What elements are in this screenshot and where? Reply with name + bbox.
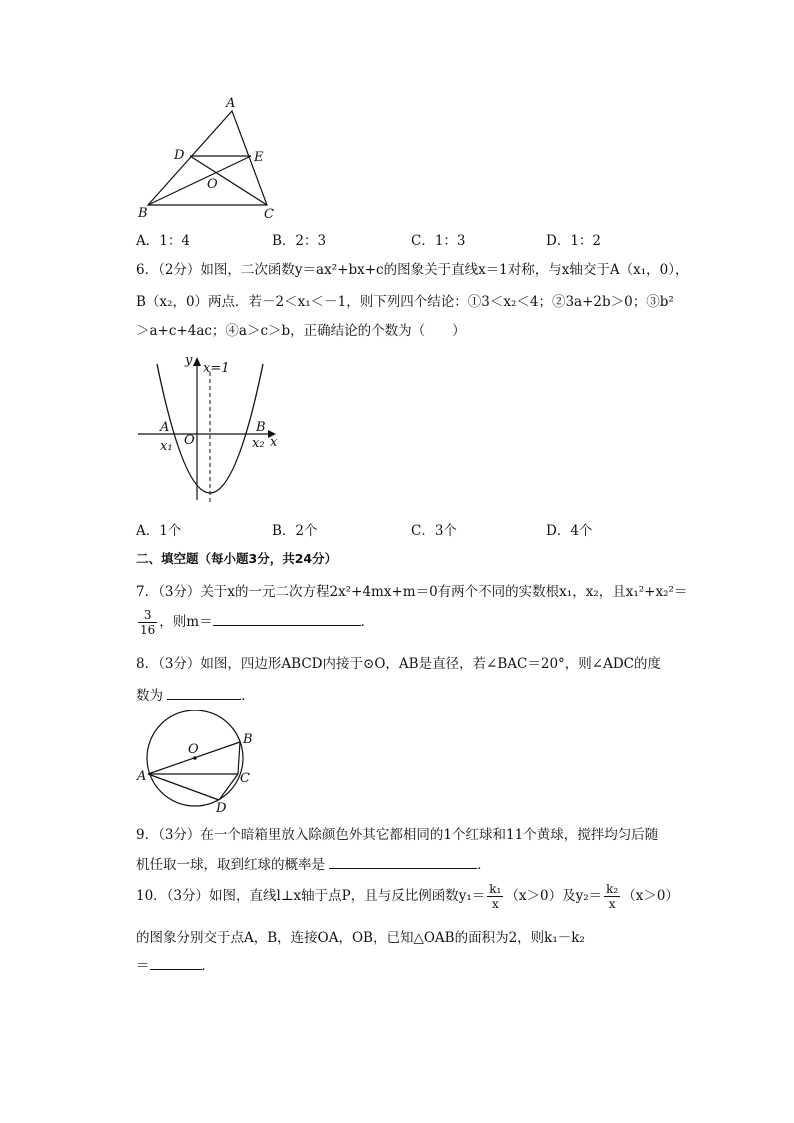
- section-heading: 二、填空题（每小题3分，共24分）: [136, 551, 338, 566]
- label-o: O: [184, 433, 195, 448]
- label-b: B: [138, 206, 148, 221]
- q7-fraction: [138, 608, 157, 637]
- label-o: O: [207, 177, 218, 192]
- q9-answer-blank: [329, 868, 477, 869]
- circle-figure: [130, 710, 270, 820]
- q7-end: ．: [360, 614, 375, 630]
- q10-end: ．: [201, 958, 215, 974]
- q9-line-2: [136, 855, 491, 875]
- q8-line-2: [136, 686, 255, 706]
- q10-fraction-1: [487, 882, 503, 911]
- label-a: A: [160, 420, 170, 435]
- segment-bc: [238, 742, 240, 774]
- q10-part-3: （x＞0）: [622, 888, 679, 904]
- q10-frac2-num: k₂: [606, 882, 619, 896]
- q7-line-1: 7．（3分）关于x的一元二次方程2x²+4mx+m＝0有两个不同的实数根x₁，x₂，且x₁²+x₂²＝: [136, 584, 688, 600]
- segment-be: [148, 156, 251, 205]
- y-axis-arrow: [193, 357, 201, 366]
- label-axis-eq: x=1: [203, 361, 230, 376]
- label-d: D: [216, 801, 227, 816]
- q7-line-2: [136, 606, 374, 638]
- q10-fraction-2: [604, 882, 620, 911]
- q7-line-2-text: ，则m＝: [159, 614, 213, 630]
- q6-line-1: 6．（2分）如图，二次函数y＝ax²+bx+c的图象关于直线x＝1对称，与x轴交于A（x₁，0），: [136, 262, 689, 278]
- q7-frac-num: 3: [138, 608, 157, 623]
- q8-answer-blank: [167, 699, 241, 700]
- q8-end: ．: [241, 688, 255, 704]
- label-y: y: [185, 353, 193, 368]
- q10-frac1-num: k₁: [489, 882, 502, 896]
- q6-line-2: B（x₂，0）两点．若－2＜x₁＜－1，则下列四个结论：①3＜x₂＜4；②3a+2b＞0；③b²: [136, 294, 674, 310]
- label-o: O: [188, 742, 199, 757]
- label-e: E: [254, 150, 264, 165]
- q5-option-a: A．1：4: [136, 233, 190, 249]
- q10-line-1: [136, 880, 679, 912]
- q6-line-3: ＞a+c+4ac；④a＞c＞b，正确结论的个数为（ ）: [136, 323, 466, 339]
- q9-line-2-text: 机任取一球，取到红球的概率是: [136, 857, 325, 873]
- q10-answer-blank: [150, 969, 202, 970]
- segment-ad: [148, 774, 219, 800]
- q10-line-2: 的图象分别交于点A，B，连接OA，OB，已知△OAB的面积为2，则k₁－k₂: [136, 930, 585, 946]
- q10-frac2-den: x: [608, 897, 616, 911]
- triangle-figure: [130, 92, 290, 227]
- label-a: A: [137, 769, 147, 784]
- label-d: D: [174, 148, 185, 163]
- label-x: x: [270, 435, 278, 450]
- q6-option-a: A．1个: [136, 523, 182, 539]
- q5-option-b: B．2：3: [272, 233, 327, 249]
- label-c: C: [264, 207, 274, 222]
- q5-option-c: C．1：3: [411, 233, 466, 249]
- q6-option-b: B．2个: [272, 523, 318, 539]
- q5-option-d: D．1：2: [546, 233, 602, 249]
- q6-option-d: D．4个: [546, 523, 593, 539]
- q10-line-3-text: ＝: [136, 958, 150, 974]
- parabola-figure: [130, 350, 290, 510]
- label-b: B: [256, 420, 266, 435]
- q6-option-c: C．3个: [411, 523, 457, 539]
- segment-cd: [219, 774, 238, 800]
- label-a: A: [226, 96, 236, 111]
- q10-part-1: 10．（3分）如图，直线l⊥x轴于点P，且与反比例函数y₁＝: [136, 888, 486, 904]
- label-x2: x₂: [252, 436, 265, 451]
- label-b: B: [243, 732, 253, 747]
- label-c: C: [240, 771, 250, 786]
- q10-line-3: [136, 956, 215, 976]
- q8-line-1: 8．（3分）如图，四边形ABCD内接于⊙O，AB是直径，若∠BAC＝20°，则∠ADC的度: [136, 656, 662, 672]
- q8-line-2-text: 数为: [136, 688, 163, 704]
- q7-frac-den: 16: [140, 623, 156, 637]
- q7-answer-blank: [213, 625, 361, 626]
- q10-part-2: （x＞0）及y₂＝: [505, 888, 603, 904]
- q9-line-1: 9．（3分）在一个暗箱里放入除颜色外其它都相同的1个红球和11个黄球，搅拌均匀后随: [136, 827, 659, 843]
- q10-frac1-den: x: [491, 897, 499, 911]
- label-x1: x₁: [160, 439, 173, 454]
- q9-end: ．: [477, 857, 491, 873]
